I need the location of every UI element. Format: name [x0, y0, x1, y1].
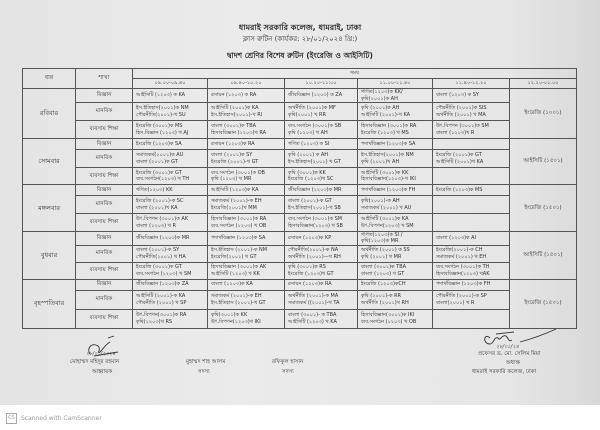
convener-signature-date: ২৮/০১/২০২৪: [86, 351, 116, 357]
class-entry: পৌরনীতি (২০০১) খ SP: [136, 299, 187, 306]
class-entry: রসায়ন (১২০৩)ক RA: [288, 281, 332, 288]
time-slot-header: ১২.২০-০১.০০: [510, 79, 577, 89]
table-row: [23, 103, 577, 121]
class-cell: [133, 290, 208, 309]
class-cell: [285, 89, 358, 103]
class-entry: উৎ.বিপণন(১২০৩)খ IKI: [211, 318, 261, 325]
member2-role: সদস্য: [282, 369, 294, 375]
col-header-branch: শাখা: [76, 69, 133, 89]
class-entry: ইংরেজি (১২০৩)ক SA: [136, 140, 182, 147]
class-cell: [358, 103, 433, 121]
last-slot-cell: আইসিটি (১৫০১): [510, 232, 577, 280]
class-entry: আইসিটি (১২০৩) ক KA: [136, 92, 186, 99]
class-entry: কৃষি(২০০১)ক AH: [361, 95, 398, 102]
principal-role: অধ্যক্ষ: [506, 360, 520, 366]
day-label: সোমবার: [23, 139, 76, 185]
class-entry: গণিত(১২০৩)ক KK/: [361, 89, 403, 96]
class-cell: [285, 279, 358, 290]
table-row: [23, 309, 577, 328]
class-entry: আইসিটি (১২০৩) খ KK: [211, 270, 260, 277]
class-cell: [285, 245, 358, 262]
class-cell: [133, 309, 208, 328]
class-entry: কৃষি(২০০১)-ক AH: [361, 198, 400, 205]
class-cell: [208, 168, 285, 185]
class-entry: ইংরেজি (২০০১)ক GT: [436, 152, 482, 159]
class-cell: [433, 245, 510, 262]
class-cell: [433, 168, 510, 185]
class-entry: বাংলা (৩০০১)ক TBA: [361, 264, 407, 271]
class-entry: ইংরেজি (৩০০১)ক MS: [136, 123, 183, 130]
class-entry: গণিত (১২০৩) ক SI: [288, 140, 330, 147]
class-entry: পৌরনীতি (২০০১)-ক SP: [436, 293, 487, 300]
class-cell: [208, 214, 285, 232]
class-entry: বাংলা (১২০৩) খ GT: [361, 270, 405, 277]
class-cell: [208, 232, 285, 246]
class-entry: আইসিটি (৩০০১)ক KK: [361, 169, 409, 176]
class-entry: অর্থনীতি (২০০১)ক MF: [288, 105, 336, 112]
class-entry: হিস.বিজ্ঞান (১২০৩) খ AJ: [136, 129, 189, 136]
branch-label: মানবিক: [76, 150, 133, 168]
class-cell: [433, 89, 510, 103]
time-slot-header: ১০.২০-১১:০০: [285, 79, 358, 89]
class-entry: জীববিজ্ঞান (১২০৩)ক MR: [136, 235, 190, 242]
class-cell: [285, 150, 358, 168]
class-entry: কৃষি(১২০৩)ক MR: [361, 238, 399, 245]
class-entry: সমাজকর্ম ((২০০১)-খ TA: [288, 299, 340, 306]
class-entry: ইংরেজি (১২০৩)কCH: [361, 281, 406, 288]
class-entry: ব্যব.সংগঠন (১২০৩) খ SM: [136, 270, 192, 277]
class-entry: কৃষি (১২০৩) খ MR: [211, 176, 252, 182]
class-entry: গণিত(১২০৩)ক SI /: [361, 232, 403, 238]
class-entry: বাংলা (১২০৩)ক KA: [211, 281, 253, 288]
class-cell: [133, 279, 208, 290]
class-cell: [133, 232, 208, 246]
branch-label: মানবিক: [76, 103, 133, 121]
class-entry: ইংরেজি (১২০৩)ক MS: [436, 186, 483, 193]
class-entry: ব্যব.সংগঠন (৩০০১)ক SM: [288, 216, 343, 223]
class-entry: হিসাববিজ্ঞান(১২০৩) খAK: [436, 270, 490, 277]
class-entry: অর্থনীতি (২০০১) ক SS: [361, 247, 410, 254]
class-entry: ইস.ইতিহাস(২০০১)-খ RI: [211, 111, 263, 118]
branch-label: ব্যবসায় শিক্ষা: [76, 214, 133, 232]
class-cell: [358, 279, 433, 290]
class-entry: বাংলা (২০০১)-ক GT: [288, 198, 332, 205]
class-entry: ইংরেজি(২০০১)খ MM: [211, 204, 257, 211]
class-cell: [208, 279, 285, 290]
class-entry: ইংরেজি (১২০৩)খ SC: [288, 176, 334, 182]
class-entry: বাংলা (২০০১)-ক SY: [136, 247, 180, 254]
class-cell: [133, 150, 208, 168]
class-cell: [285, 214, 358, 232]
branch-label: বিজ্ঞান: [76, 279, 133, 290]
class-cell: [133, 185, 208, 196]
col-header-day: বার: [23, 69, 76, 89]
class-entry: পদার্থবিজ্ঞান (১২০৩)ক SA: [211, 235, 266, 242]
member1-role: সদস্য: [198, 369, 210, 375]
time-slot-header: ০৯.৪০-১০.২০: [208, 79, 285, 89]
routine-table: [22, 68, 577, 329]
table-row: [23, 290, 577, 309]
class-entry: উৎ.বিপণন (৩০০১)ক AK: [136, 216, 189, 223]
class-entry: পদার্থবিজ্ঞান (১২০৩)ক FH: [361, 186, 416, 193]
branch-label: বিজ্ঞান: [76, 232, 133, 246]
branch-label: মানবিক: [76, 245, 133, 262]
class-cell: [133, 262, 208, 279]
time-slot-header: ১১.০০-১১.৪০: [358, 79, 433, 89]
class-cell: [433, 196, 510, 214]
class-cell: [358, 262, 433, 279]
branch-label: ব্যবসায় শিক্ষা: [76, 262, 133, 279]
class-cell: [358, 168, 433, 185]
day-label: মঙ্গলবার: [23, 185, 76, 232]
class-entry: সমাজকর্ম (২০০১)-ক EH: [211, 293, 262, 300]
class-cell: [358, 121, 433, 139]
class-cell: [433, 290, 510, 309]
class-cell: [285, 290, 358, 309]
class-entry: ইংরেজি (২০০১)-ক SC: [136, 198, 184, 205]
last-slot-cell: ইংরেজি (১৫০১): [510, 279, 577, 328]
class-entry: জীববিজ্ঞান (১২০৩) ক ZA: [288, 92, 343, 99]
class-entry: কৃষি (২০০১) ক AH: [288, 152, 329, 159]
class-entry: বাংলা (৩০০১)- ক TBA: [288, 312, 337, 319]
table-row: [23, 214, 577, 232]
class-entry: সমাজকর্ম (২০০১) খ EH: [436, 253, 487, 260]
time-slot-header: ০৯.০০-০৯.৪০: [133, 79, 208, 89]
branch-label: মানবিক: [76, 290, 133, 309]
class-cell: [208, 290, 285, 309]
class-entry: কৃষি (৩০০১)ক KK: [288, 169, 326, 176]
class-entry: ব্যব.সংগঠন (১২০৩) খ OB: [361, 318, 417, 325]
college-title: ধামরাই সরকারি কলেজ, ধামরাই, ঢাকা: [238, 23, 362, 32]
routine-heading: দ্বাদশ শ্রেণির বিশেষ রুটিন (ইংরেজি ও আইসিটি): [227, 51, 373, 60]
branch-label: বিজ্ঞান: [76, 89, 133, 103]
class-entry: ইংরেজি(২০০১)-ক CH: [436, 247, 483, 254]
class-entry: সমাজকর্ম (২০০১)-ক EH: [211, 198, 262, 205]
class-entry: হিসাববিজ্ঞান (৩০০১)ক AK: [211, 264, 267, 271]
class-entry: পৌরনীতি(২০০১) খ HA: [136, 253, 186, 260]
last-slot-cell: ইংরেজি (১৫০১): [510, 185, 577, 232]
branch-label: ব্যবসায় শিক্ষা: [76, 121, 133, 139]
class-cell: [358, 150, 433, 168]
principal-signature-date: ২৮/০১/২৪: [496, 344, 519, 350]
class-cell: [285, 168, 358, 185]
class-entry: হিসাববিজ্ঞান (৩০০১)ক RA: [211, 216, 267, 223]
class-entry: কৃষি (২০০১)ক AH: [361, 105, 400, 112]
class-entry: পৌরনীতি(২০০১)-ক NA: [288, 247, 339, 254]
class-entry: বাংলা (১২০৩) ক SY: [436, 92, 479, 99]
table-row: [23, 279, 577, 290]
table-row: [23, 121, 577, 139]
class-entry: ইস.ইতিহাস(২০০১) খ GT: [288, 158, 341, 165]
class-cell: [208, 89, 285, 103]
class-cell: [133, 196, 208, 214]
class-entry: ইস.ইতিহাস(২০০১)ক NM: [136, 105, 189, 112]
class-entry: ইস.ইতিহাস (২০০১)-খ GT: [211, 299, 266, 306]
class-entry: হিসাববিজ্ঞান (৩০০১)ক RA: [361, 123, 417, 130]
col-header-time: সময়: [133, 69, 577, 79]
time-slot-header: ১১.৪০-১২.২০: [433, 79, 510, 89]
class-entry: বাংলা (১২০৩)খ R: [436, 129, 475, 136]
class-entry: বাংলা (১২০৩) খ R: [136, 222, 176, 229]
class-entry: ইংরেজি(২০০১) খ GT: [211, 253, 257, 260]
class-cell: [133, 245, 208, 262]
class-entry: অর্থনীতি (২০০১)খ RH: [361, 299, 409, 306]
class-cell: [285, 185, 358, 196]
class-entry: অর্থনীতি (২০০১) খ MA: [436, 111, 486, 118]
class-cell: [285, 309, 358, 328]
class-entry: রসায়ন (১২০৩) ক RA: [211, 92, 257, 99]
class-cell: [433, 185, 510, 196]
class-cell: [133, 214, 208, 232]
class-entry: ইংরেজি (২০০১)-খ GT: [211, 158, 259, 165]
class-entry: ব্যব.সংগঠন (৩০০১)ক SB: [288, 123, 342, 130]
class-entry: কৃষি (২০০১) খ MR: [361, 253, 402, 260]
class-entry: আইসিটি (২০০১)খ KA: [436, 158, 484, 165]
class-cell: [433, 309, 510, 328]
class-entry: সমাজকর্ম(২০০১)ক AU: [136, 152, 184, 159]
convener-name: মোহাম্মদ মহিদুর রহমান: [70, 359, 120, 365]
class-entry: ইংরেজি (১২০৩)খ GT: [288, 270, 334, 277]
routine-body: [23, 89, 577, 329]
class-cell: [433, 150, 510, 168]
class-entry: আইসিটি (২০০১)-খ KA: [361, 111, 411, 118]
class-entry: কৃষি(১২০৩)খ RS: [136, 318, 173, 325]
class-entry: আইসিটি (২০০১)-ক KA: [136, 293, 186, 300]
class-entry: হিসাববিজ্ঞান(১২০৩) খ SB: [288, 222, 343, 229]
class-entry: উৎ.বিপণন (৩০০১)ক SM: [436, 123, 489, 130]
member1-name: মুহাম্মদ শাহ আলম: [186, 359, 226, 365]
table-row: [23, 168, 577, 185]
class-entry: কৃষি (২০০১)-ক RR: [361, 293, 402, 300]
class-cell: [358, 232, 433, 246]
class-cell: [133, 139, 208, 150]
class-entry: কৃষি (১২০৩) খ AH: [288, 129, 328, 136]
class-entry: অর্থনীতি (২০০১)—খ RH: [288, 253, 341, 260]
class-cell: [208, 103, 285, 121]
class-cell: [358, 245, 433, 262]
branch-label: ব্যবসায় শিক্ষা: [76, 168, 133, 185]
branch-label: ব্যবসায় শিক্ষা: [76, 309, 133, 328]
class-cell: [358, 214, 433, 232]
last-slot-cell: ইংরেজি (১০০১): [510, 89, 577, 139]
day-label: বৃহস্পতিবার: [23, 279, 76, 328]
table-row: [23, 262, 577, 279]
class-entry: হিসাববিজ্ঞান (১২০৩)খ RA: [211, 129, 267, 136]
class-cell: [285, 139, 358, 150]
principal-name: প্রফেসর ড. মো. সেলিম মিয়া: [478, 351, 541, 357]
class-cell: [358, 89, 433, 103]
class-entry: আইসিটি (৩০০১)ক KA: [361, 216, 409, 223]
class-entry: ইংরেজি (১২০৩) খ MS: [361, 129, 409, 136]
branch-label: বিজ্ঞান: [76, 185, 133, 196]
class-entry: বাংলা (৩০০১)ক TBA: [211, 123, 257, 130]
class-entry: পৌরনীতি(২০০১)-খ SU: [136, 111, 186, 118]
class-cell: [433, 262, 510, 279]
class-cell: [208, 196, 285, 214]
table-row: [23, 139, 577, 150]
class-entry: গণিত(১২০৩) KK: [136, 186, 173, 193]
class-cell: [133, 103, 208, 121]
table-row: [23, 150, 577, 168]
last-slot-cell: আইসিটি (১৫০১): [510, 139, 577, 185]
class-entry: ইস.ইতিহাস(২০০১)-খ SB: [288, 204, 341, 211]
class-entry: পদার্থবিজ্ঞান (১২০৩)ক FH: [436, 281, 491, 288]
principal-college: ধামরাই সরকারি কলেজ, ঢাকা: [472, 369, 537, 375]
class-entry: জীববিজ্ঞান (১২০৩)ক MR: [288, 186, 342, 193]
class-cell: [208, 150, 285, 168]
member2-name: রফিকুল হাসান: [272, 359, 304, 365]
class-entry: ইংরেজি (৩০০১)ক GT: [136, 264, 182, 271]
day-label: রবিবার: [23, 89, 76, 139]
table-row: [23, 185, 577, 196]
class-entry: কৃষি (৩০০১)ক RS: [288, 264, 326, 271]
camscanner-footer: [6, 413, 102, 424]
class-cell: [133, 121, 208, 139]
class-entry: আইসিটি (১২০৩) খ KA: [288, 318, 337, 325]
class-entry: অর্থনীতি (২০০১)-ক MA: [288, 293, 339, 300]
class-entry: আইসিটি (১২০৩)ক KA: [211, 186, 259, 193]
class-cell: [433, 214, 510, 232]
class-cell: [285, 103, 358, 121]
class-cell: [133, 168, 208, 185]
class-entry: বাংলা(২০০১) খ R: [436, 299, 475, 306]
class-entry: ইংরেজি (৩০০১)ক GT: [136, 169, 182, 176]
convener-role: আহ্বায়ক: [92, 369, 113, 375]
table-row: [23, 232, 577, 246]
class-entry: ব্যব.সংগঠন (৩০০১)ক OB: [211, 169, 265, 176]
class-cell: [358, 290, 433, 309]
class-entry: হিসাববিজ্ঞান(৩০০১)ক IKI: [361, 312, 415, 319]
class-entry: রসায়ন (১২০৩)ক RA: [211, 140, 255, 147]
class-entry: বাংলা (২০০১)ক SY: [211, 152, 253, 159]
class-entry: আইসিটি (২০০১)ক KA: [211, 105, 259, 112]
table-row: [23, 245, 577, 262]
class-cell: [208, 121, 285, 139]
class-entry: ইস.ইতিহাস(২০০১)ক NM: [361, 152, 414, 159]
class-cell: [433, 232, 510, 246]
class-cell: [285, 121, 358, 139]
class-cell: [358, 185, 433, 196]
class-cell: [285, 196, 358, 214]
class-cell: [133, 89, 208, 103]
day-label: বুধবার: [23, 232, 76, 280]
class-entry: কৃষি (২০০১)খ AH: [361, 158, 400, 165]
class-cell: [208, 185, 285, 196]
class-cell: [358, 309, 433, 328]
class-entry: সমাজকর্ম (২০০১) খ AU: [361, 204, 412, 211]
branch-label: বিজ্ঞান: [76, 139, 133, 150]
class-cell: [208, 245, 285, 262]
table-row: [23, 89, 577, 103]
class-cell: [208, 139, 285, 150]
class-entry: হিসাববিজ্ঞান(১২০৩)-খ IKI: [361, 176, 416, 182]
camscanner-text: Scanned with CamScanner: [21, 415, 102, 422]
class-entry: পৌরনীতি (২০০১)ক SIS: [436, 105, 487, 112]
branch-label: মানবিক: [76, 196, 133, 214]
class-entry: উৎ.বিপণন(১২০৩) খ SM: [361, 222, 414, 229]
class-entry: ব্যব.সংগঠন (৩০০১)ক TH: [436, 264, 490, 271]
class-cell: [285, 232, 358, 246]
class-entry: বাংলা (২০০১)খ KA: [136, 204, 178, 211]
principal-signature: [480, 328, 560, 348]
class-entry: বাংলা (১২০৩)ক AI: [436, 235, 477, 242]
class-cell: [208, 309, 285, 328]
class-cell: [433, 279, 510, 290]
class-cell: [208, 262, 285, 279]
class-entry: ব্যব.সংগঠন(১২০৩) খ TH: [136, 176, 190, 182]
class-entry: পদার্থবিজ্ঞান (১২০৩)ক SA: [361, 140, 416, 147]
class-entry: রসায়ন (১২০৩)ক KP: [288, 235, 332, 242]
class-entry: ইস.ইতিহাস (২০০১)-ক NM: [211, 247, 268, 254]
table-row: [23, 196, 577, 214]
class-cell: [358, 139, 433, 150]
camscanner-icon: CS: [6, 413, 17, 424]
routine-subtitle: ক্লাস রুটিন (কার্যকর: ২৮/০১/২০২৪ খ্রি:): [242, 35, 358, 43]
class-cell: [358, 196, 433, 214]
class-cell: [433, 103, 510, 121]
class-entry: জীববিজ্ঞান (১২০৩)ক ZA: [136, 281, 189, 288]
class-entry: কৃষি(৩০০১)ক KK: [211, 312, 248, 319]
class-entry: উৎ.বিপণন(৩০০১)ক RA: [136, 312, 187, 319]
class-entry: বাংলা (২০০১)ক GT: [136, 158, 178, 165]
class-entry: ব্যব.সংগঠন (১২০৩) খ OB: [211, 222, 267, 229]
class-entry: কৃষি(২০০১) খ RR: [288, 111, 326, 118]
class-cell: [285, 262, 358, 279]
class-cell: [433, 139, 510, 150]
class-cell: [433, 121, 510, 139]
